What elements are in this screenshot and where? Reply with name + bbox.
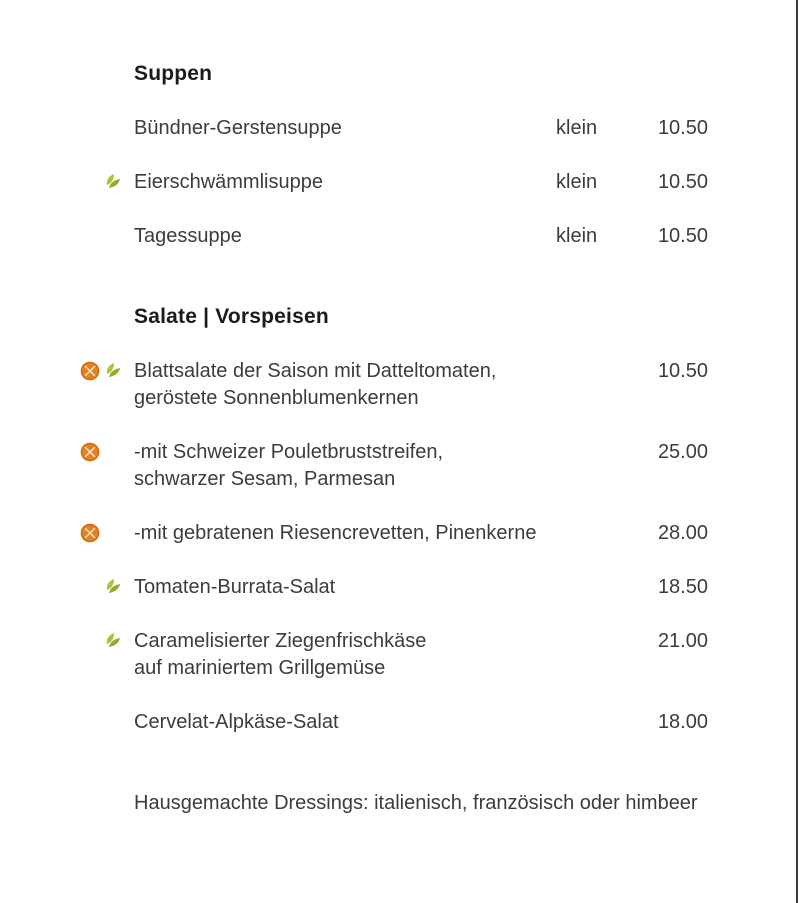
item-price: 25.00 <box>657 441 708 463</box>
menu-item-row <box>80 574 708 601</box>
item-price: 18.50 <box>657 576 708 598</box>
item-size: klein <box>556 225 598 247</box>
menu-item-row <box>80 439 708 493</box>
item-icons <box>80 439 134 462</box>
item-icons <box>80 709 134 732</box>
section-title: Suppen <box>134 62 213 85</box>
leaf-icon <box>103 172 123 192</box>
right-edge-divider <box>796 0 798 903</box>
item-price: 10.50 <box>657 117 708 139</box>
menu-item-row <box>80 223 708 250</box>
menu-item-row <box>80 358 708 412</box>
leaf-icon <box>103 577 123 597</box>
leaf-icon <box>103 361 123 381</box>
section-suppen <box>80 60 708 250</box>
item-price: 10.50 <box>657 171 708 193</box>
item-name: Tomaten-Burrata-Salat <box>134 576 336 598</box>
leaf-icon <box>103 631 123 651</box>
item-price: 10.50 <box>657 225 708 247</box>
item-name: Blattsalate der Saison mit Datteltomaten, geröstete Sonnenblumenkernen <box>134 360 497 409</box>
orange-badge-icon <box>80 361 103 381</box>
orange-badge-icon <box>80 523 103 543</box>
menu-item-row <box>80 709 708 736</box>
item-icons <box>80 169 134 192</box>
menu-item-row <box>80 169 708 196</box>
item-size: klein <box>556 117 598 139</box>
item-icons <box>80 223 134 246</box>
item-size: klein <box>556 171 598 193</box>
item-icons <box>80 628 134 651</box>
orange-badge-icon <box>80 442 103 462</box>
menu-content <box>80 60 708 817</box>
section-title: Salate | Vorspeisen <box>134 305 329 328</box>
item-name: Caramelisierter Ziegenfrischkäse auf mariniertem Grillgemüse <box>134 630 427 679</box>
item-price: 18.00 <box>657 711 708 733</box>
item-name: Tagessuppe <box>134 225 242 247</box>
menu-item-row <box>80 115 708 142</box>
dressings-note: Hausgemachte Dressings: italienisch, französisch oder himbeer <box>134 792 698 814</box>
item-price: 21.00 <box>657 630 708 652</box>
item-name: Bündner-Gerstensuppe <box>134 117 342 139</box>
menu-item-row <box>80 628 708 682</box>
item-icons <box>80 358 134 381</box>
section-salate-vorspeisen <box>80 303 708 736</box>
item-name: Eierschwämmlisuppe <box>134 171 323 193</box>
item-name: -mit gebratenen Riesencrevetten, Pinenkerne <box>134 522 537 544</box>
item-icons <box>80 574 134 597</box>
item-price: 28.00 <box>657 522 708 544</box>
menu-item-row <box>80 520 708 547</box>
item-icons <box>80 520 134 543</box>
item-name: Cervelat-Alpkäse-Salat <box>134 711 339 733</box>
item-name: -mit Schweizer Pouletbruststreifen, schwarzer Sesam, Parmesan <box>134 441 444 490</box>
item-price: 10.50 <box>657 360 708 382</box>
item-icons <box>80 115 134 138</box>
